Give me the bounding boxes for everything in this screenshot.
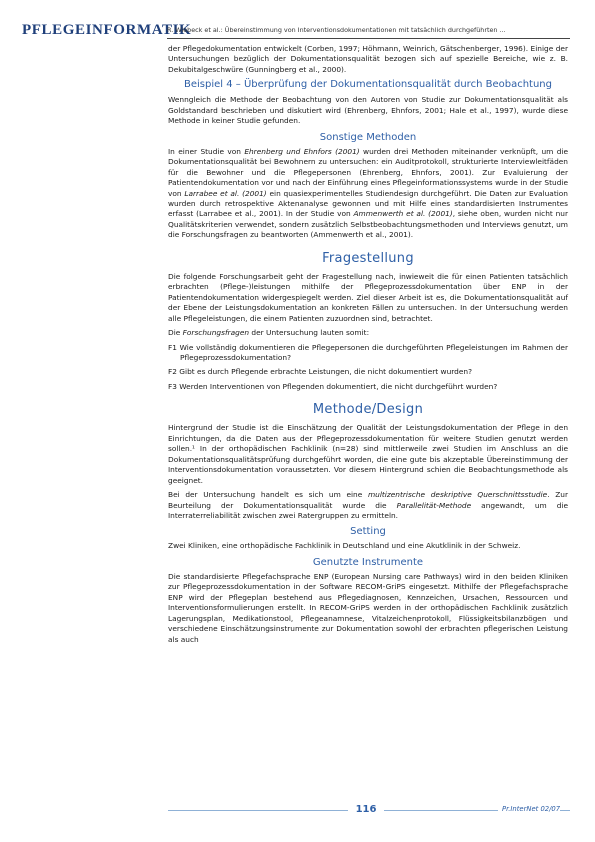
text-run: Bei der Untersuchung handelt es sich um eine [168,490,368,500]
instrumente-paragraph: Die standardisierte Pflegefachsprache ENP (European Nursing care Pathways) wird in den beiden Kliniken zur Pflegeprozessdokumentation in der Software RECOM-GriPS eingesetzt. Mithilfe der Pflegefachsprache ENP wird der Pflegeplan bestehend aus Pflegediagnosen, Kennzeichen, Ursachen, Ressourcen und Interventionsformulierungen erstellt. In RECOM-GriPS werden in der orthopädischen Fachklinik zusätzlich Lagerungsplan, Medikationstool, Pflegeanamnese, Vitalzeichenprotokoll, Flüssigkeitsbilanzbögen und verschiedene Einschätzungsinstrumente zur Dokumentation sowohl der erbrachten pflegerischen Leistung als auch [168,571,568,644]
forschungsfragen-intro [168,328,568,338]
text-run: wurden drei Methoden miteinander verknüpft, um die Dokumentationsqualität bei Bewohnern zu untersuchen: ein Auditprotokoll, strukturierte Interviewleitfäden für die Bewohner und die Pflegepersonen (Ehrenberg, Ehnfors, 2001). Zur Evaluierung der Patientendokumentation vor und nach der Einführung eines Pflegeinformationssystems wurde in der Studie von [168,146,568,198]
text-run: angewandt, um die Interraterreliabilität zwischen zwei Ratergruppen zu ermitteln. [168,500,568,520]
setting-paragraph: Zwei Kliniken, eine orthopädische Fachklinik in Deutschland und eine Akutklinik in der Schweiz. [168,541,521,551]
section-heading-setting: Setting [350,526,386,538]
page-footer [0,802,595,818]
text-run: , siehe oben, wurden nicht nur Qualitätskriterien verwendet, sondern zusätzlich Selbstbeobachtungsmethoden und Interviews genutzt, um die Forschungsfragen zu beantworten (Ammenwerth et al., 2001). [168,209,568,240]
journal-logo: PFLEGEINFORMATIK [22,22,192,38]
text-run: Die [168,328,183,338]
forschungsfragen-term: Forschungsfragen [182,328,250,338]
text-run: . Zur Beurteilung der Dokumentationsqualität wurde die [168,490,569,510]
research-question-f3: F3 Werden Interventionen von Pflegenden dokumentiert, die nicht durchgeführt wurden? [168,381,498,391]
article-body [168,44,568,649]
method-term: Parallelität-Methode [396,500,472,510]
research-question-f2: F2 Gibt es durch Pflegende erbrachte Leistungen, die nicht dokumentiert wurden? [168,367,473,377]
section-heading-beispiel-4: Beispiel 4 – Überprüfung der Dokumentationsqualität durch Beobachtung [184,79,552,91]
research-question-f1: F1 Wie vollständig dokumentieren die Pflegepersonen die durchgeführten Pflegeleistungen im Rahmen der Pflegeprozessdokumentation? [168,342,568,362]
section-heading-fragestellung: Fragestellung [322,250,414,266]
citation-ehrenberg: Ehrenberg und Ehnfors (2001) [244,146,360,156]
citation-ammenwerth: Ammenwerth et al. (2001) [353,209,453,219]
citation-larrabee: Larrabee et al. (2001) [184,188,267,198]
running-title: R. Wiebeck et al.: Übereinstimmung von Interventionsdokumentationen mit tatsächlich durchgeführten ... [167,26,506,34]
section-heading-genutzte-instrumente: Genutzte Instrumente [312,556,424,568]
text-run: In einer Studie von [168,146,245,156]
intro-paragraph: der Pflegedokumentation entwickelt (Corben, 1997; Höhmann, Weinrich, Gätschenberger, 1996). Einige der Untersuchungen bezüglich der Dokumentationsqualität bezogen sich auf spezielle Bereiche, wie z. B. Dekubitalgeschwüre (Gunningberg et al., 2000). [168,44,568,74]
sonstige-methoden-paragraph [168,147,568,241]
text-run: ein quasiexperimentelles Studiendesign durchgeführt. Die Daten zur Evaluation wurden durch retrospektive Aktenanalyse gewonnen und mit Hilfe eines standardisierten Instrumentes erfasst (Larrabee et al., 2001). In der Studie von [168,188,568,219]
methode-paragraph-2 [168,490,568,521]
header-divider [167,38,570,39]
study-type-term: multizentrische deskriptive Querschnittsstudie [367,490,548,500]
page-number: 116 [348,802,384,818]
beispiel-4-paragraph: Wenngleich die Methode der Beobachtung von den Autoren von Studie zur Dokumentationsqualität als Goldstandard beschrieben und diskutiert wird (Ehrenberg, Ehnfors, 2001; Hale et al., 1997), wurde diese Methode in keiner Studie gefunden. [168,95,568,126]
issue-label: Pr.InterNet 02/07 [498,805,560,813]
methode-paragraph-1: Hintergrund der Studie ist die Einschätzung der Qualität der Leistungsdokumentation der Pflege in den Einrichtungen, da die Daten aus der Pflegeprozessdokumentation für weitere Studien genutzt werden sollen.¹ In der orthopädischen Fachklinik (n=28) sind mittlerweile zwei Studien im Anschluss an die Dokumentationsqualitätsprüfung durchgeführt worden, die eine gute bis akzeptable Übereinstimmung der Interventionsdokumentation voraussetzten. Vor diesem Hintergrund schien die Beobachtungsmethode als geeignet. [168,423,568,485]
section-heading-methode-design: Methode/Design [312,402,424,418]
text-run: der Untersuchung lauten somit: [249,328,370,338]
fragestellung-paragraph: Die folgende Forschungsarbeit geht der Fragestellung nach, inwieweit die für einen Patienten tatsächlich erbrachten (Pflege-)leistungen mithilfe der Pflegeprozessdokumentation über ENP in der Patientendokumentation widergespiegelt werden. Ziel dieser Arbeit ist es, die Dokumentationsqualität auf der Ebene der Leistungsdokumentation an konkreten Fällen zu untersuchen. In der Untersuchung werden alle Pflegeleistungen, die einem Patienten zuzuordnen sind, betrachtet. [168,271,568,323]
section-heading-sonstige-methoden: Sonstige Methoden [319,131,417,143]
